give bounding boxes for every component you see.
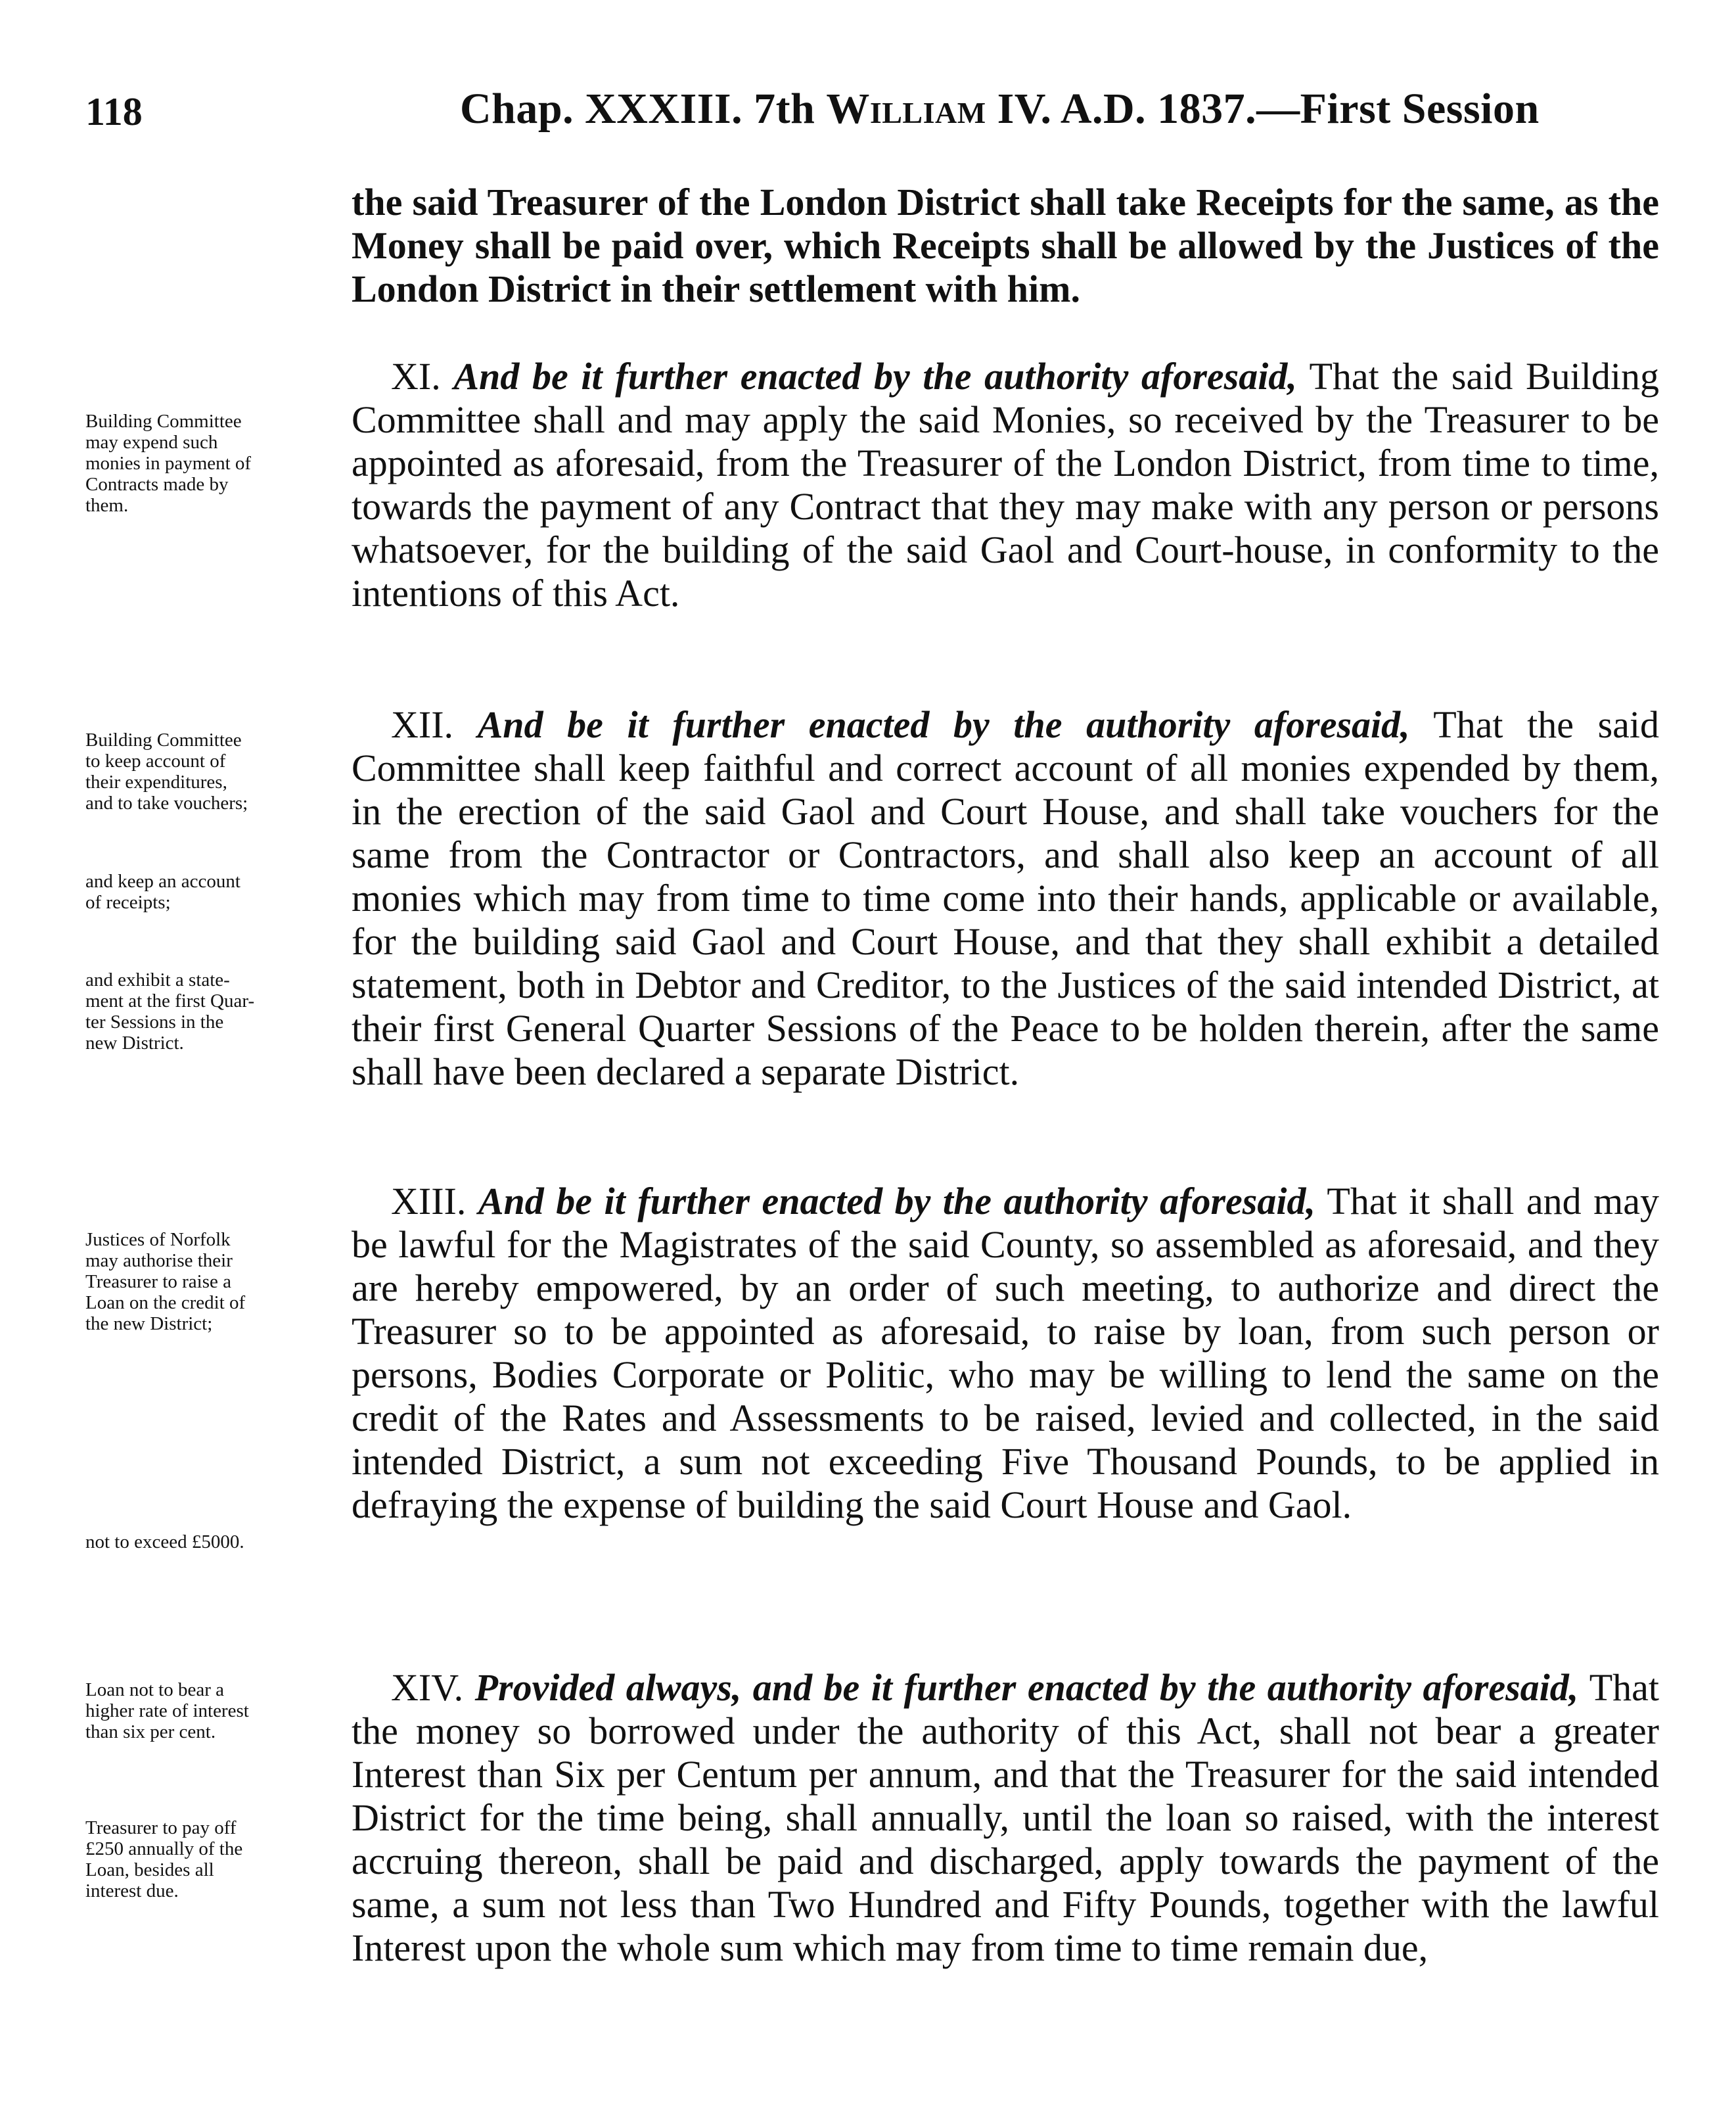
running-header	[85, 78, 1662, 137]
margin-note-not-to-exceed	[85, 1531, 361, 1552]
margin-note-line: Treasurer to raise a	[85, 1271, 231, 1292]
section-xii	[352, 703, 1659, 1094]
intro-paragraph: the said Treasurer of the London District shall take Receipts for the same, as the Money shall be paid over, which Receipts shall be allowed by the Justices of the London District in their settlement with him.	[352, 181, 1659, 310]
margin-note-exhibit-statement	[85, 969, 361, 1054]
margin-note-line: £250 annually of the	[85, 1838, 243, 1859]
margin-note-line: to keep account of	[85, 751, 226, 772]
section-xi-numeral: XI.	[391, 355, 441, 398]
margin-note-line: not to exceed £5000.	[85, 1531, 244, 1552]
margin-note-line: Building Committee	[85, 730, 242, 751]
margin-note-line: may expend such	[85, 432, 218, 453]
margin-note-line: ter Sessions in the	[85, 1012, 224, 1033]
margin-note-line: Loan, besides all	[85, 1859, 214, 1880]
margin-note-line: higher rate of interest	[85, 1700, 249, 1721]
section-xiii-numeral: XIII.	[391, 1180, 467, 1222]
section-xiii	[352, 1180, 1659, 1527]
margin-note-line: Treasurer to pay off	[85, 1817, 237, 1838]
margin-note-line: ment at the first Quar-	[85, 990, 255, 1012]
margin-note-loan-interest	[85, 1679, 361, 1742]
margin-note-line: and to take vouchers;	[85, 793, 248, 814]
margin-note-line: than six per cent.	[85, 1721, 216, 1742]
section-xiv-enacting-clause: Provided always, and be it further enacted by the authority aforesaid,	[474, 1666, 1579, 1709]
margin-note-line: and exhibit a state-	[85, 969, 230, 990]
margin-note-justices-loan	[85, 1229, 361, 1334]
section-xiv-numeral: XIV.	[391, 1666, 464, 1709]
section-xiii-text: That it shall and may be lawful for the Magistrates of the said County, so assembled as aforesaid, and they are hereby empowered, by an order of such meeting, to authorize and direct the Treasurer so to be appointed as aforesaid, to raise by loan, from such person or persons, Bodies Corporate or Politic, who may be willing to lend the same on the credit of the Rates and Assessments to be raised, levied and collected, in the said intended District, a sum not exceeding Five Thousand Pounds, to be applied in defraying the expense of building the said Court House and Gaol.	[352, 1180, 1660, 1526]
section-xiv	[352, 1666, 1659, 1970]
running-head-king: William	[826, 85, 986, 133]
section-xii-enacting-clause: And be it further enacted by the authority aforesaid,	[477, 703, 1410, 746]
section-xii-numeral: XII.	[391, 703, 454, 746]
running-head-chapter: Chap. XXXIII. 7th	[460, 85, 827, 133]
section-xi-text: That the said Building Committee shall and may apply the said Monies, so received by the Treasurer to be appointed as aforesaid, from the Treasurer of the London District, from time to time, towards the payment of any Contract that they may make with any person or persons whatsoever, for the building of the said Gaol and Court-house, in conformity to the intentions of this Act.	[352, 355, 1660, 615]
section-xi	[352, 355, 1659, 615]
margin-note-line: their expenditures,	[85, 772, 227, 793]
margin-note-line: Justices of Norfolk	[85, 1229, 231, 1250]
margin-note-line: new District.	[85, 1033, 184, 1054]
margin-note-line: Loan not to bear a	[85, 1679, 224, 1700]
margin-note-line: may authorise their	[85, 1250, 233, 1271]
section-xiv-text: That the money so borrowed under the authority of this Act, shall not bear a greater Interest than Six per Centum per annum, and that the Treasurer for the said intended District for the time being, shall annually, until the loan so raised, with the interest accruing thereon, shall be paid and discharged, apply towards the payment of the same, a sum not less than Two Hundred and Fifty Pounds, together with the lawful Interest upon the whole sum which may from time to time remain due,	[352, 1666, 1659, 1969]
margin-note-line: Contracts made by	[85, 474, 229, 495]
margin-note-line: interest due.	[85, 1880, 179, 1901]
margin-note-keep-account	[85, 730, 361, 814]
margin-note-line: Building Committee	[85, 411, 242, 432]
margin-note-line: them.	[85, 495, 129, 516]
margin-note-line: Loan on the credit of	[85, 1292, 246, 1313]
margin-note-line: of receipts;	[85, 892, 171, 913]
margin-note-receipts	[85, 871, 361, 913]
margin-note-line: monies in payment of	[85, 453, 252, 474]
page-number: 118	[85, 90, 143, 133]
running-head-session: IV. A.D. 1837.—First Session	[986, 85, 1540, 133]
section-xi-enacting-clause: And be it further enacted by the authority aforesaid,	[453, 355, 1297, 398]
margin-note-building-committee-expend	[85, 411, 361, 516]
margin-note-line: the new District;	[85, 1313, 213, 1334]
running-head	[460, 84, 1540, 134]
margin-note-treasurer-pay	[85, 1817, 361, 1901]
margin-note-line: and keep an account	[85, 871, 240, 892]
section-xii-text: That the said Committee shall keep faithful and correct account of all monies expended by them, in the erection of the said Gaol and Court House, and shall take vouchers for the same from the Contractor or Contractors, and shall also keep an account of all monies which may from time to time come into their hands, applicable or available, for the building said Gaol and Court House, and that they shall exhibit a detailed statement, both in Debtor and Creditor, to the Justices of the said intended District, at their first General Quarter Sessions of the Peace to be holden therein, after the same shall have been declared a separate District.	[352, 703, 1659, 1093]
section-xiii-enacting-clause: And be it further enacted by the authority aforesaid,	[478, 1180, 1315, 1222]
